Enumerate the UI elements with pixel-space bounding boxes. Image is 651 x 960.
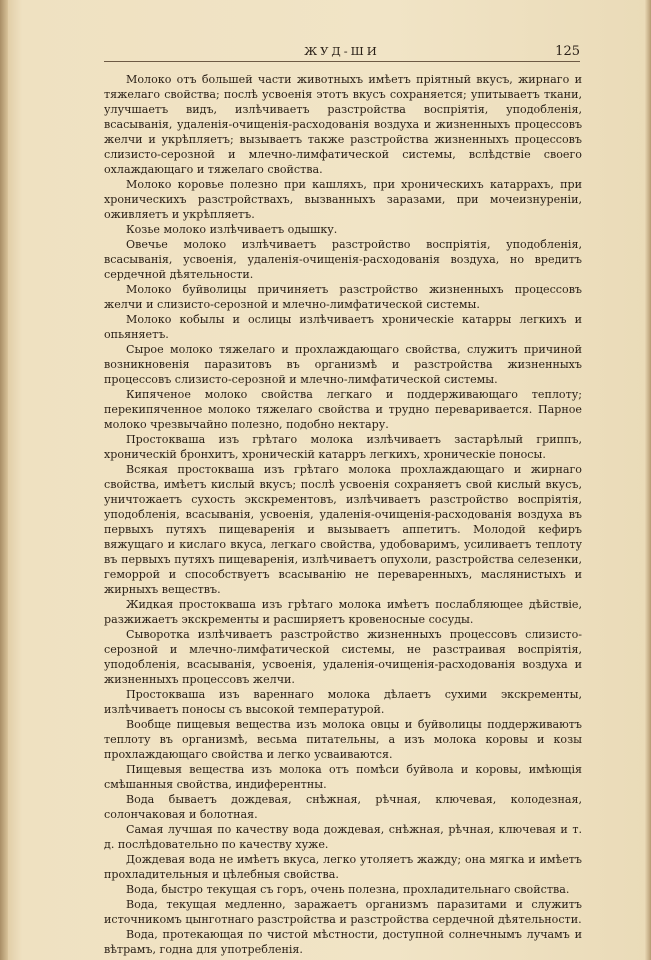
paragraph: Дождевая вода не имѣетъ вкуса, легко утоляетъ жажду; она мягка и имѣетъ прохладительныя и цѣлебныя свойства. [104, 853, 582, 881]
page-number: 125 [555, 44, 580, 59]
page-edge [645, 0, 651, 960]
page-spine-shadow [0, 0, 8, 960]
paragraph: Самая лучшая по качеству вода дождевая, снѣжная, рѣчная, ключевая и т. д. послѣдовательно по качеству хуже. [104, 823, 582, 851]
paragraph: Вода, протекающая по чистой мѣстности, доступной солнечнымъ лучамъ и вѣтрамъ, годна для употребленія. [104, 928, 582, 956]
paragraph: Вода, текущая медленно, заражаетъ организмъ паразитами и служитъ источникомъ цынготнаго разстройства и разстройства сердечной дѣятельности. [104, 898, 582, 926]
paragraph: Овечье молоко излѣчиваетъ разстройство воспріятія, уподобленія, всасыванія, усвоенія, удаленія-очищенія-расходованія воздуха, но вредитъ сердечной дѣятельности. [104, 238, 582, 281]
header-rule [104, 61, 580, 62]
paragraph: Вода бываетъ дождевая, снѣжная, рѣчная, ключевая, колодезная, солончаковая и болотная. [104, 793, 582, 821]
paragraph: Простокваша изъ вареннаго молока дѣлаетъ сухими экскременты, излѣчиваетъ поносы съ высокой температурой. [104, 688, 582, 716]
body-text [104, 72, 582, 957]
paragraph: Сыворотка излѣчиваетъ разстройство жизненныхъ процессовъ слизисто-серозной и млечно-лимфатической системы, не разстраивая воспріятія, уподобленія, всасыванія, усвоенія, удаленія-очищенія-расходованія воздуха и жизненныхъ процессовъ желчи. [104, 628, 582, 686]
running-head: ЖУД-ШИ [304, 44, 380, 58]
paragraph: Всякая простокваша изъ грѣтаго молока прохлаждающаго и жирнаго свойства, имѣетъ кислый вкусъ; послѣ усвоенія сохраняетъ свой кислый вкусъ, уничтожаетъ сухость экскрементовъ, излѣчиваетъ разстройство воспріятія, уподобленія, всасыванія, усвоенія, удаленія-очищенія-расходованія воздуха въ первыхъ путяхъ пищеваренія и вызываетъ аппетитъ. Молодой кефиръ вяжущаго и кислаго вкуса, легкаго свойства, удобоваримъ, усиливаетъ теплоту въ первыхъ путяхъ пищеваренія, излѣчиваетъ опухоли, разстройства селезенки, геморрой и способствуетъ всасыванію не переваренныхъ, маслянистыхъ и жирныхъ веществъ. [104, 463, 582, 596]
paragraph: Вообще пищевыя вещества изъ молока овцы и буйволицы поддерживаютъ теплоту въ организмѣ, весьма питательны, а изъ молока коровы и козы прохлаждающаго свойства и легко усваиваются. [104, 718, 582, 761]
paragraph: Жидкая простокваша изъ грѣтаго молока имѣетъ послабляющее дѣйствіе, разжижаетъ экскременты и расширяетъ кровеносные сосуды. [104, 598, 582, 626]
paragraph: Вода, быстро текущая съ горъ, очень полезна, прохладительнаго свойства. [126, 883, 570, 896]
paragraph: Кипяченое молоко свойства легкаго и поддерживающаго теплоту; перекипяченное молоко тяжелаго свойства и трудно переваривается. Парное молоко чрезвычайно полезно, подобно нектару. [104, 388, 582, 431]
paragraph: Молоко коровье полезно при кашляхъ, при хроническихъ катаррахъ, при хроническихъ разстройствахъ, вызванныхъ заразами, при мочеизнуреніи, оживляетъ и укрѣпляетъ. [104, 178, 582, 221]
paragraph: Молоко буйволицы причиняетъ разстройство жизненныхъ процессовъ желчи и слизисто-серозной и млечно-лимфатической системы. [104, 283, 582, 311]
paragraph: Козье молоко излѣчиваетъ одышку. [126, 223, 338, 236]
paragraph: Молоко кобылы и ослицы излѣчиваетъ хроническіе катарры легкихъ и опьяняетъ. [104, 313, 582, 341]
paragraph: Простокваша изъ грѣтаго молока излѣчиваетъ застарѣлый гриппъ, хроническій бронхитъ, хроническій катарръ легкихъ, хроническіе поносы. [104, 433, 582, 461]
page-header [104, 44, 580, 62]
paragraph: Пищевыя вещества изъ молока отъ помѣси буйвола и коровы, имѣющія смѣшанныя свойства, индиферентны. [104, 763, 582, 791]
paragraph: Сырое молоко тяжелаго и прохлаждающаго свойства, служитъ причиной возникновенія паразитовъ въ организмѣ и разстройства жизненныхъ процессовъ слизисто-серозной и млечно-лимфатической системы. [104, 343, 582, 386]
paragraph: Молоко отъ большей части животныхъ имѣетъ пріятный вкусъ, жирнаго и тяжелаго свойства; послѣ усвоенія этотъ вкусъ сохраняется; упитываетъ ткани, улучшаетъ видъ, излѣчиваетъ разстройства воспріятія, уподобленія, всасыванія, удаленія-очищенія-расходованія воздуха и жизненныхъ процессовъ желчи и укрѣпляетъ; вызываетъ также разстройства жизненныхъ процессовъ слизисто-серозной и млечно-лимфатической системы, вслѣдствіе своего охлаждающаго и тяжелаго свойства. [104, 73, 582, 176]
